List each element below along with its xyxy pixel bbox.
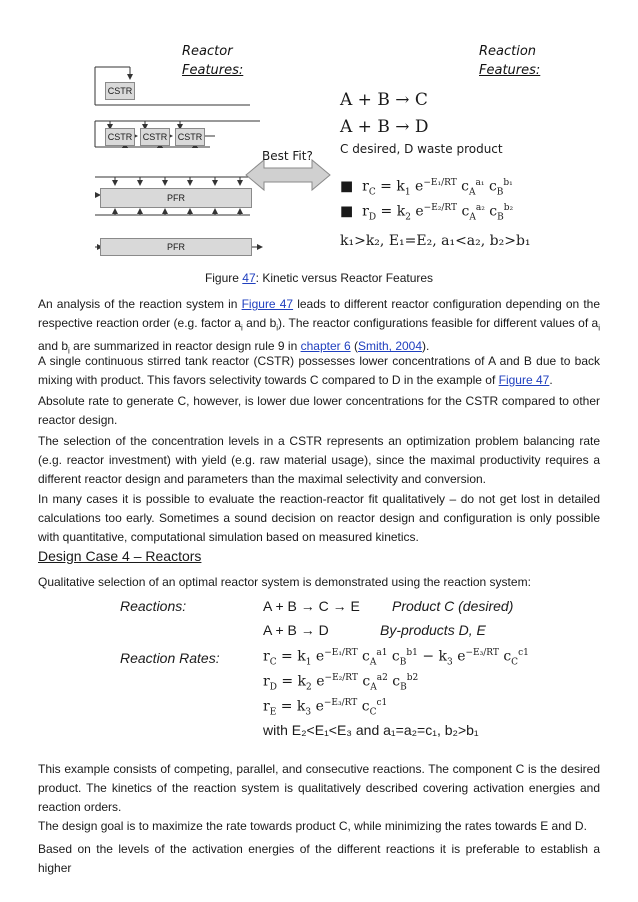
reaction-rates-label: Reaction Rates:	[120, 650, 220, 666]
reactions-label: Reactions:	[120, 598, 187, 614]
pfr-box-sidefeed: PFR	[100, 188, 252, 208]
pfr-box-plain: PFR	[100, 238, 252, 256]
paragraph-selection: The selection of the concentration levels in a CSTR represents an optimization problem balancing rate (e.g. reactor investment) with yield (e.g. raw material usage), since the maximal productivity requires a different reactor design and parameters than the maximal selectivity and conversion.	[38, 434, 600, 486]
paragraph-design-goal: The design goal is to maximize the rate towards product C, while minimizing the rates towards E and D.	[38, 819, 587, 833]
rate-condition: k₁>k₂, E₁=E₂, a₁<a₂, b₂>b₁	[340, 233, 531, 249]
reaction-title-line1: Reaction	[479, 44, 537, 59]
best-fit-double-arrow	[244, 158, 332, 192]
figure-47-link[interactable]: Figure 47	[241, 297, 294, 311]
reaction-2: A + B → D	[340, 117, 429, 137]
paragraph-intro-reaction-system: Qualitative selection of an optimal reactor system is demonstrated using the reaction system:	[38, 575, 531, 589]
bullet-icon: ■	[340, 203, 354, 220]
reactor-title-line2: Features:	[182, 63, 244, 78]
reaction-r1: A + B → C → E	[263, 598, 360, 614]
paragraph-absolute-rate: Absolute rate to generate C, however, is lower due lower concentrations for the CSTR compared to other reactor design.	[38, 394, 600, 427]
reaction-1: A + B → C	[340, 90, 428, 110]
rate-conditions: with E₂<E₁<E₃ and a₁=a₂=c₁, b₂>b₁	[263, 722, 479, 738]
chapter-6-link[interactable]: chapter 6	[300, 339, 351, 354]
section-heading: Design Case 4 – Reactors	[38, 548, 202, 564]
figure-caption: Figure 47: Kinetic versus Reactor Features	[204, 271, 434, 285]
rate-e-full: $r_E = k_3$ $e^{-E_3/RT}$ $c_C^{c1}$	[263, 698, 388, 718]
paragraph-analysis: An analysis of the reaction system in Figure 47 leads to different reactor configuration depending on the respective reaction order (e.g. factor $a_i$ and $b_i$). The reactor configurations feasible for different values of $a_i$ and $b_i$ are summarized in reactor design rule 9 in chapter 6 (Smith, 2004).	[38, 297, 601, 356]
reactor-title-line1: Reactor	[182, 44, 233, 59]
paragraph-qualitative: In many cases it is possible to evaluate the reaction-reactor fit qualitatively – do not get lost in detailed calculations too early. Sometimes a sound decision on reactor design and configuration is only possible with quantitative, computational simulation based on measured kinetics.	[38, 492, 600, 544]
paragraph-example: This example consists of competing, parallel, and consecutive reactions. The component C is the desired product. The kinetics of the reaction system is qualitatively described covering activation energies and reaction orders.	[38, 762, 600, 814]
smith-2004-link[interactable]: Smith, 2004	[357, 339, 423, 354]
reaction-r2-note: By-products D, E	[380, 622, 486, 638]
bullet-icon: ■	[340, 178, 354, 195]
figure-47-link[interactable]: Figure 47	[498, 373, 550, 387]
cstr-series-box-2: CSTR	[140, 128, 170, 146]
cstr-series-box-1: CSTR	[105, 128, 135, 146]
rate-c-equation: ■ $r_C = k_1$ $e^{-E_1/RT}$ $c_A^{a_1}$ $c_B^{b_1}$	[340, 178, 513, 198]
cstr-series-box-3: CSTR	[175, 128, 205, 146]
figure-47-link[interactable]: 47	[242, 271, 256, 285]
paragraph-activation-energies: Based on the levels of the activation energies of the different reactions it is preferable to establish a higher	[38, 842, 600, 875]
reaction-title-line2: Features:	[479, 63, 541, 78]
rate-d-full: $r_D = k_2$ $e^{-E_2/RT}$ $c_A^{a2}$ $c_B^{b2}$	[263, 673, 419, 693]
paragraph-cstr: A single continuous stirred tank reactor (CSTR) possesses lower concentrations of A and B due to back mixing with product. This favors selectivity towards C compared to D in the example of Figure 47.	[38, 354, 600, 387]
reaction-note: C desired, D waste product	[340, 142, 503, 156]
reaction-r1-note: Product C (desired)	[392, 598, 514, 614]
cstr-single-box: CSTR	[105, 82, 135, 100]
best-fit-label: Best Fit?	[262, 149, 313, 163]
reaction-r2: A + B → D	[263, 622, 329, 638]
rate-c-full: $r_C = k_1$ $e^{-E_1/RT}$ $c_A^{a1}$ $c_B^{b1} - k_3$ $e^{-E_3/RT}$ $c_C^{c1}$	[263, 648, 529, 668]
rate-d-equation: ■ $r_D = k_2$ $e^{-E_2/RT}$ $c_A^{a_2}$ $c_B^{b_2}$	[340, 203, 514, 223]
